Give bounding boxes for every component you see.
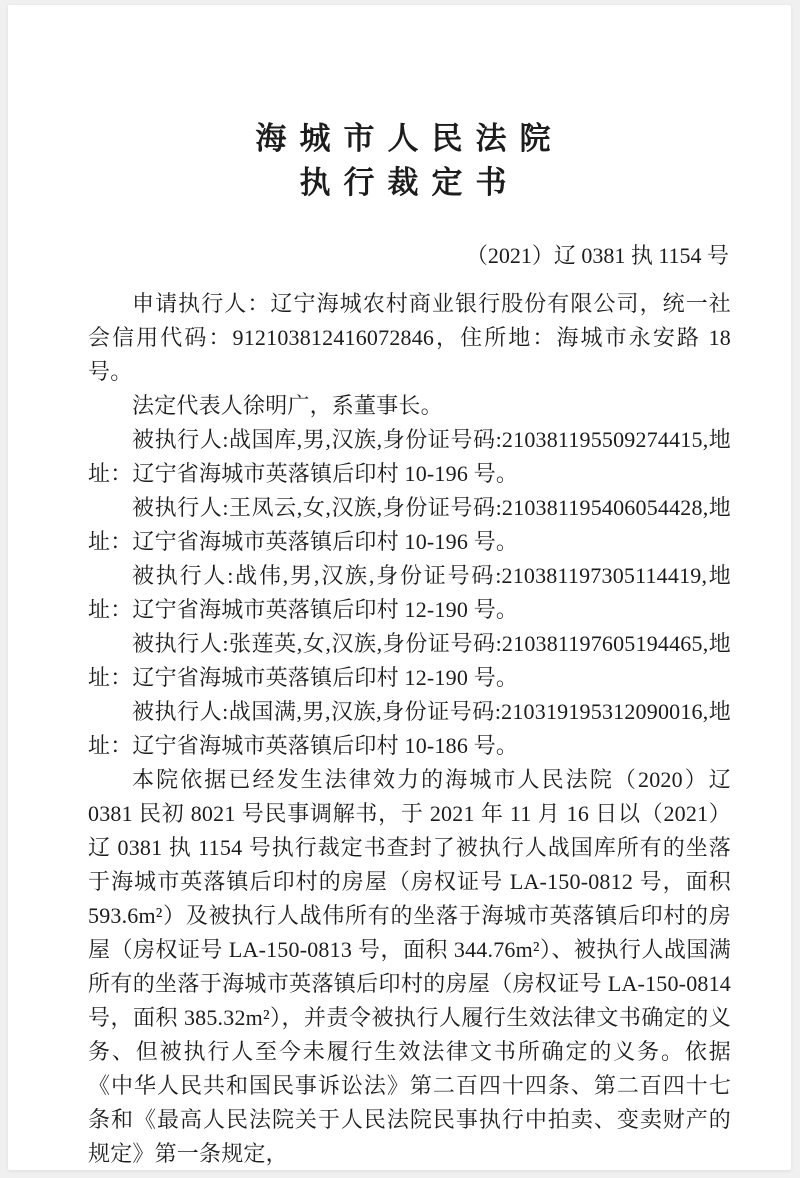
paragraph-ruling-basis: 本院依据已经发生法律效力的海城市人民法院（2020）辽 0381 民初 8021 号民事调解书，于 2021 年 11 月 16 日以（2021）辽 0381 执 1154 号执行裁定书查封了被执行人战国库所有的坐落于海城市英落镇后印村的房屋（房权证号 LA-150-0812 号，面积 593.6m²）及被执行人战伟所有的坐落于海城市英落镇后印村的房屋（房权证号 LA-150-0813 号，面积 344.76m²）、被执行人战国满所有的坐落于海城市英落镇后印村的房屋（房权证号 LA-150-0814 号，面积 385.32m²），并责令被执行人履行生效法律文书确定的义务、但被执行人至今未履行生效法律文书所确定的义务。依据《中华人民共和国民事诉讼法》第二百四十四条、第二百四十七条和《最高人民法院关于人民法院民事执行中拍卖、变卖财产的规定》第一条规定，: [88, 767, 731, 1166]
paragraph-respondent-4: 被执行人:张莲英,女,汉族,身份证号码:210381197605194465,地址：辽宁省海城市英落镇后印村 12-190 号。: [88, 631, 731, 690]
court-name-title: 海城市人民法院: [255, 121, 564, 156]
document-body: [88, 287, 731, 1170]
paragraph-applicant: 申请执行人：辽宁海城农村商业银行股份有限公司，统一社会信用代码：912103812416072846，住所地：海城市永安路 18 号。: [88, 291, 731, 384]
paragraph-respondent-1: 被执行人:战国库,男,汉族,身份证号码:210381195509274415,地址：辽宁省海城市英落镇后印村 10-196 号。: [88, 427, 731, 486]
case-number: （2021）辽 0381 执 1154 号: [465, 243, 729, 268]
document-page: [8, 5, 791, 1170]
paragraph-respondent-2: 被执行人:王凤云,女,汉族,身份证号码:210381195406054428,地址：辽宁省海城市英落镇后印村 10-196 号。: [88, 495, 731, 554]
paragraph-respondent-3: 被执行人:战伟,男,汉族,身份证号码:210381197305114419,地址：辽宁省海城市英落镇后印村 12-190 号。: [88, 563, 731, 622]
document-content: [88, 5, 731, 1170]
paragraph-respondent-5: 被执行人:战国满,男,汉族,身份证号码:210319195312090016,地址：辽宁省海城市英落镇后印村 10-186 号。: [88, 699, 731, 758]
document-type-title: 执行裁定书: [299, 165, 520, 200]
paragraph-legal-representative: 法定代表人徐明广，系董事长。: [132, 393, 443, 418]
